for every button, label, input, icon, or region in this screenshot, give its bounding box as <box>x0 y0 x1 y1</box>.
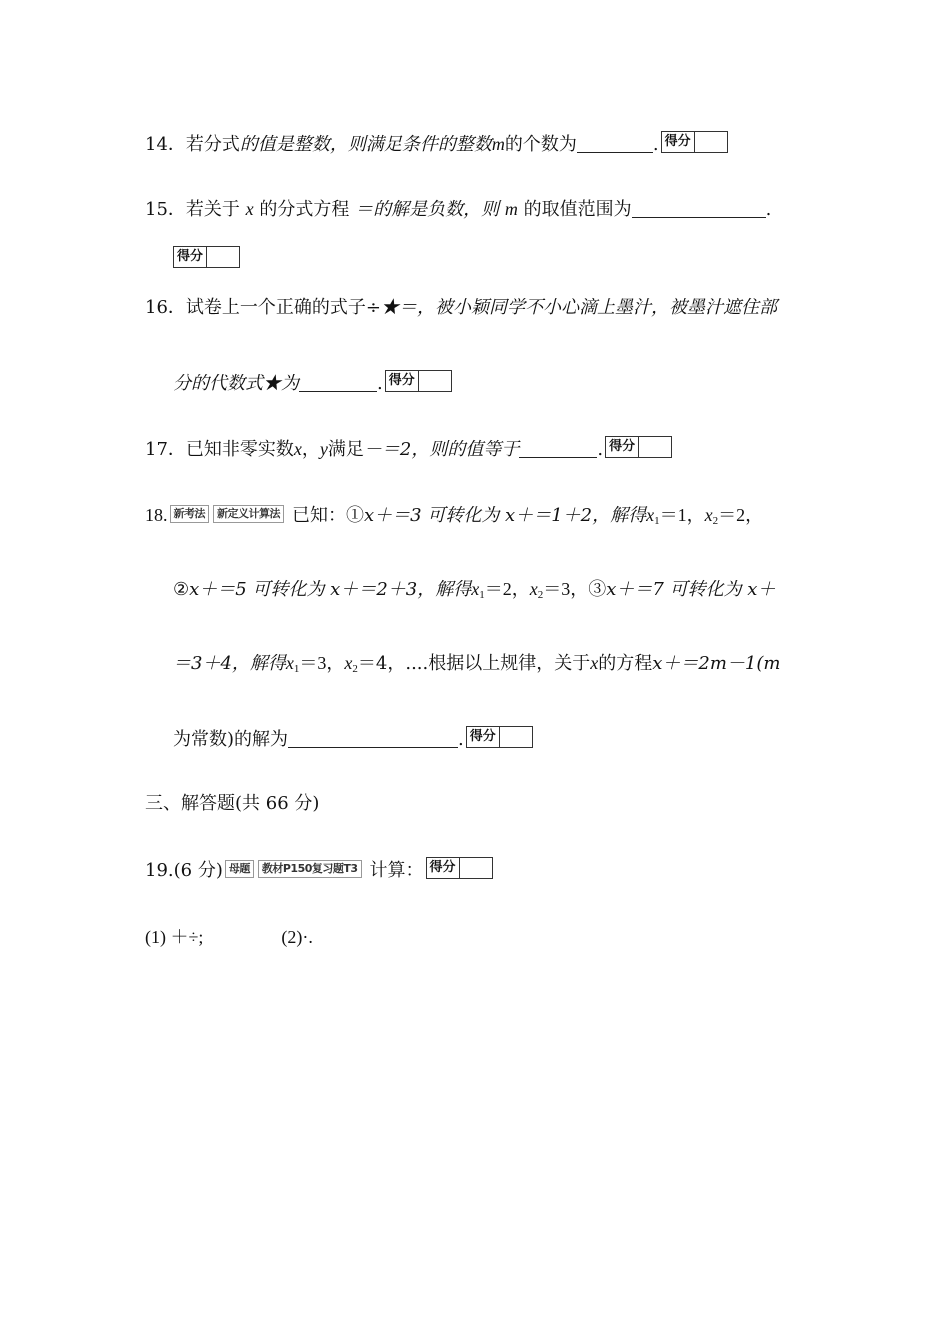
score-box: 得分 <box>605 436 672 458</box>
score-box: 得分 <box>426 857 493 879</box>
tag-mother-question: 母题 <box>225 860 254 878</box>
answer-blank[interactable] <box>288 729 458 748</box>
tag-new-method: 新考法 <box>170 505 210 523</box>
question-18-line4: 为常数)的解为 . 得分 <box>173 726 533 750</box>
answer-blank[interactable] <box>632 199 766 218</box>
question-15: 15．若关于 x 的分式方程 ＝的解是负数，则 m 的取值范围为 . <box>145 199 772 220</box>
question-18-line3: ＝3＋4，解得$x_1=3$，$x_2=4$，....根据以上规律，关于x的方程x＋＝2m－1(m <box>173 653 781 675</box>
question-18-line2: ②x＋＝5 可转化为 x＋＝2＋3，解得$x_1=2$，$x_2=3$，③x＋＝7 可转化为 x＋ <box>173 579 776 601</box>
question-17: 17．已知非零实数x，y满足－＝2，则的值等于 . 得分 <box>145 436 672 460</box>
question-19-part-2: (2)·. <box>281 927 313 947</box>
score-box: 得分 <box>173 246 240 268</box>
question-18: 18. 新考法 新定义计算法 已知：①x＋＝3 可转化为 x＋＝1＋2，解得$x_1=1$，$x_2=2$， <box>145 505 764 527</box>
question-16: 16．试卷上一个正确的式子÷★＝，被小颖同学不小心滴上墨汁，被墨汁遮住部 <box>145 297 777 318</box>
score-box: 得分 <box>385 370 452 392</box>
section-3-heading: 三、解答题(共 66 分) <box>145 793 320 814</box>
answer-blank[interactable] <box>577 134 653 153</box>
score-box: 得分 <box>661 131 728 153</box>
question-15-score <box>173 246 240 270</box>
question-16-cont: 分的代数式★为 . 得分 <box>173 370 452 394</box>
question-19-part-1: (1) ＋÷; <box>145 927 204 947</box>
tag-textbook-ref: 教材P150复习题T3 <box>258 860 362 878</box>
question-19: 19.(6 分) 母题 教材P150复习题T3 计算： 得分 <box>145 857 493 881</box>
answer-blank[interactable] <box>519 439 597 458</box>
question-19-parts <box>145 925 313 949</box>
tag-new-definition: 新定义计算法 <box>213 505 284 523</box>
score-box: 得分 <box>466 726 533 748</box>
answer-blank[interactable] <box>299 373 377 392</box>
question-14: 14．若分式的值是整数，则满足条件的整数m的个数为 . 得分 <box>145 131 728 155</box>
